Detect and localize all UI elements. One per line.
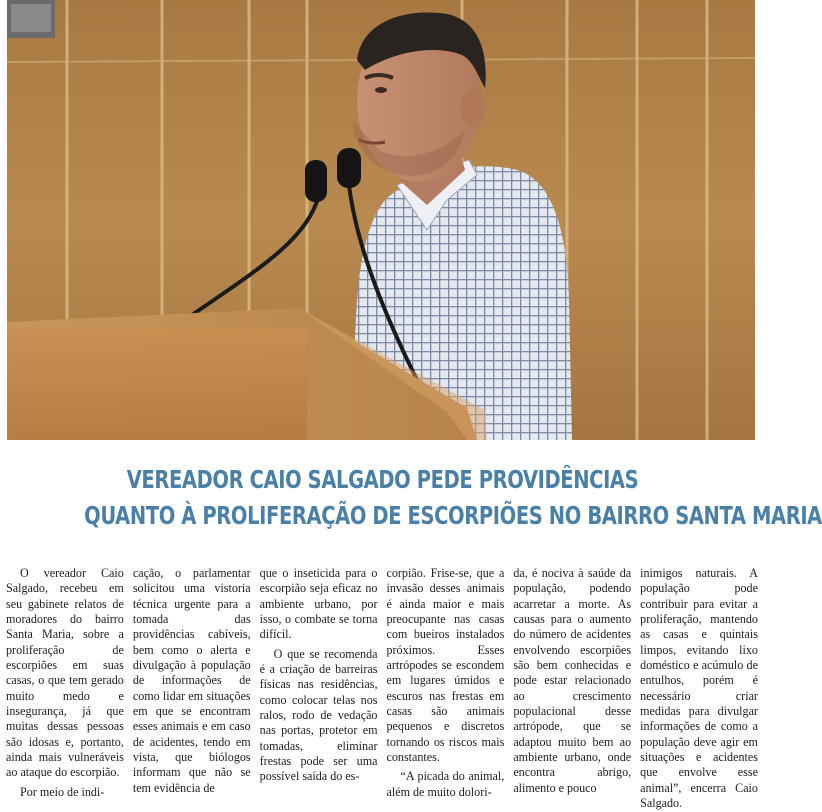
article-photo [7, 0, 755, 440]
paragraph: cação, o parlamentar solicitou uma vistoria técnica urgente para a tomada das providências cabíveis, bem como o alerta e divulgação à população de informações de como lidar em situações em que se encontram esses animais e em caso de acidentes, tendo em vista, que biólogos informam que não se tem evidência de [132, 566, 251, 795]
text-column-2 [132, 566, 251, 795]
text-column-5 [513, 566, 632, 795]
headline-line-1: VEREADOR CAIO SALGADO PEDE PROVIDÊNCIAS [126, 465, 639, 494]
paragraph: “A picada do animal, além de muito dolori- [386, 769, 505, 799]
paragraph: Por meio de indi- [20, 784, 105, 799]
speaker-photo-illustration [7, 0, 755, 440]
text-column-6 [640, 566, 758, 811]
text-column-3 [259, 566, 378, 784]
paragraph: corpião. Frise-se, que a invasão desses animais é ainda maior e mais preocupante nas casas com bueiros instalados próximos. Esses artrópodes se escondem em lugares úmidos e escuros nas frestas em casas são animais pequenos e discretos tornando os riscos mais constantes. [386, 566, 505, 765]
paragraph: O que se recomenda é a criação de barreiras físicas nas residências, como colocar telas nos ralos, rodo de vedação nas portas, protetor em tomadas, eliminar frestas pode ser uma possível saída do es- [259, 646, 378, 784]
paragraph: que o inseticida para o escorpião seja eficaz no ambiente urbano, por isso, o combate se torna difícil. [259, 566, 378, 642]
headline-line-2: QUANTO À PROLIFERAÇÃO DE ESCORPIÕES NO BAIRRO SANTA MARIA [84, 501, 822, 530]
article-headline [0, 462, 822, 534]
text-column-4 [386, 566, 505, 799]
paragraph: O vereador Caio Salgado, recebeu em seu gabinete relatos de moradores do bairro Santa Maria, sobre a proliferação de escorpiões em suas casas, o que tem gerado muito medo e insegurança, já que muitas dessas pessoas são idosas e, portanto, ainda mais vulneráveis ao ataque do escorpião. [6, 566, 124, 780]
article-body [6, 566, 758, 811]
paragraph: da, é nociva à saúde da população, podendo acarretar a morte. As causas para o aumento do número de acidentes envolvendo escorpiões são bem conhecidas e pode estar relacionado ao crescimento populacional desse artrópode, que se adaptou muito bem ao ambiente urbano, onde encontra abrigo, alimento e pouco [513, 566, 632, 795]
text-column-1 [6, 566, 124, 799]
paragraph: inimigos naturais. A população pode contribuir para evitar a proliferação, mantendo as casas e quintais limpos, evitando lixo doméstico e acúmulo de entulhos, porém é necessário criar medidas para divulgar informações de como a população deve agir em situações e acidentes que envolve esse animal”, encerra Caio Salgado. [640, 566, 758, 811]
